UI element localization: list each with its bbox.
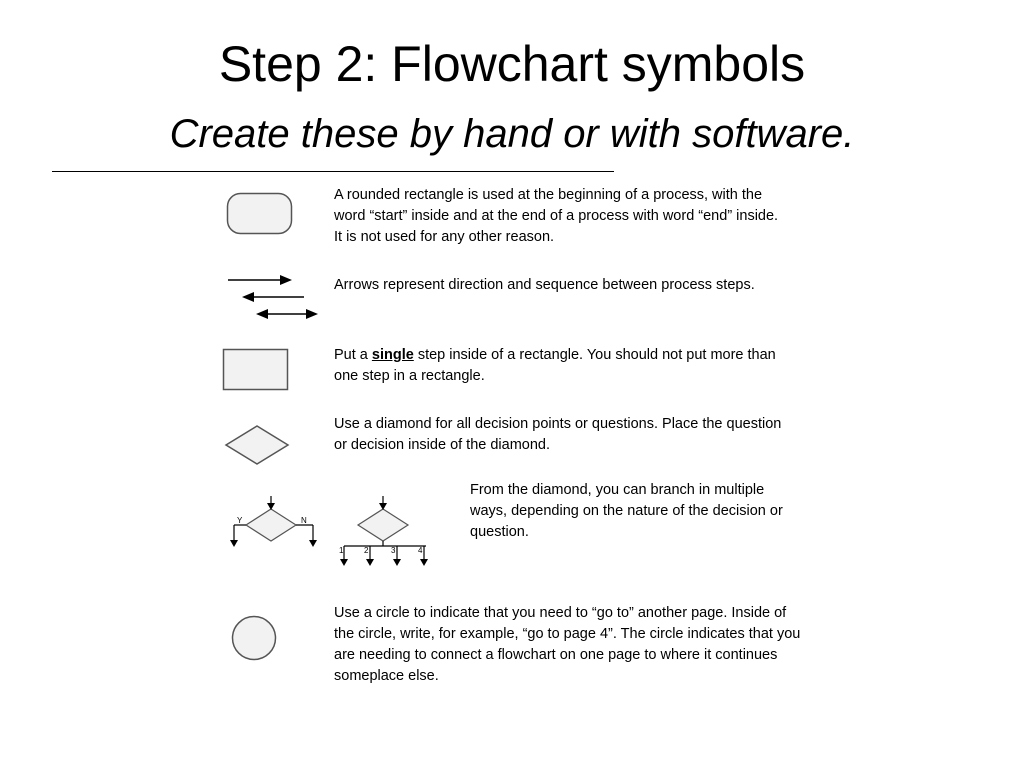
title-divider [52,171,614,172]
diamond-description: Use a diamond for all decision points or questions. Place the question or decision inside of the diamond. [334,416,782,453]
diamond-multi-way-branch-symbol [334,494,434,570]
diamond-symbol [224,424,290,466]
rounded-rectangle-description: A rounded rectangle is used at the beginning of a process, with the word “start” inside and at the end of a process with word “end” inside. It is not used for any other reason. [334,187,779,245]
arrows-description: Arrows represent direction and sequence between process steps. [334,277,755,293]
rectangle-text-after: step inside of a rectangle. You should not put more than one step in a rectangle. [334,347,776,384]
diamond-branches-description: From the diamond, you can branch in multiple ways, depending on the nature of the decision or question. [470,482,783,540]
branch-2-label: 2 [364,546,369,555]
diamond-two-way-branch-symbol [222,494,326,554]
slide-title: Step 2: Flowchart symbols [218,36,806,92]
rounded-rectangle-symbol [226,192,294,236]
rectangle-symbol [222,348,290,392]
rectangle-text-before: Put a [334,347,372,363]
slide-subtitle: Create these by hand or with software. [169,112,855,156]
branch-1-label: 1 [339,546,344,555]
arrows-symbol [224,270,320,322]
rectangle-description [334,345,786,387]
emphasis-single: single [371,347,414,363]
branch-no-label: N [301,516,307,525]
circle-connector-symbol [230,614,278,662]
branch-yes-label: Y [237,516,243,525]
branch-3-label: 3 [391,546,396,555]
branch-4-label: 4 [418,546,423,555]
circle-description: Use a circle to indicate that you need to “go to” another page. Inside of the circle, write, for example, “go to page 4”. The circle indicates that you are needing to connect a flowchart on one page to where it continues someplace else. [334,605,801,684]
